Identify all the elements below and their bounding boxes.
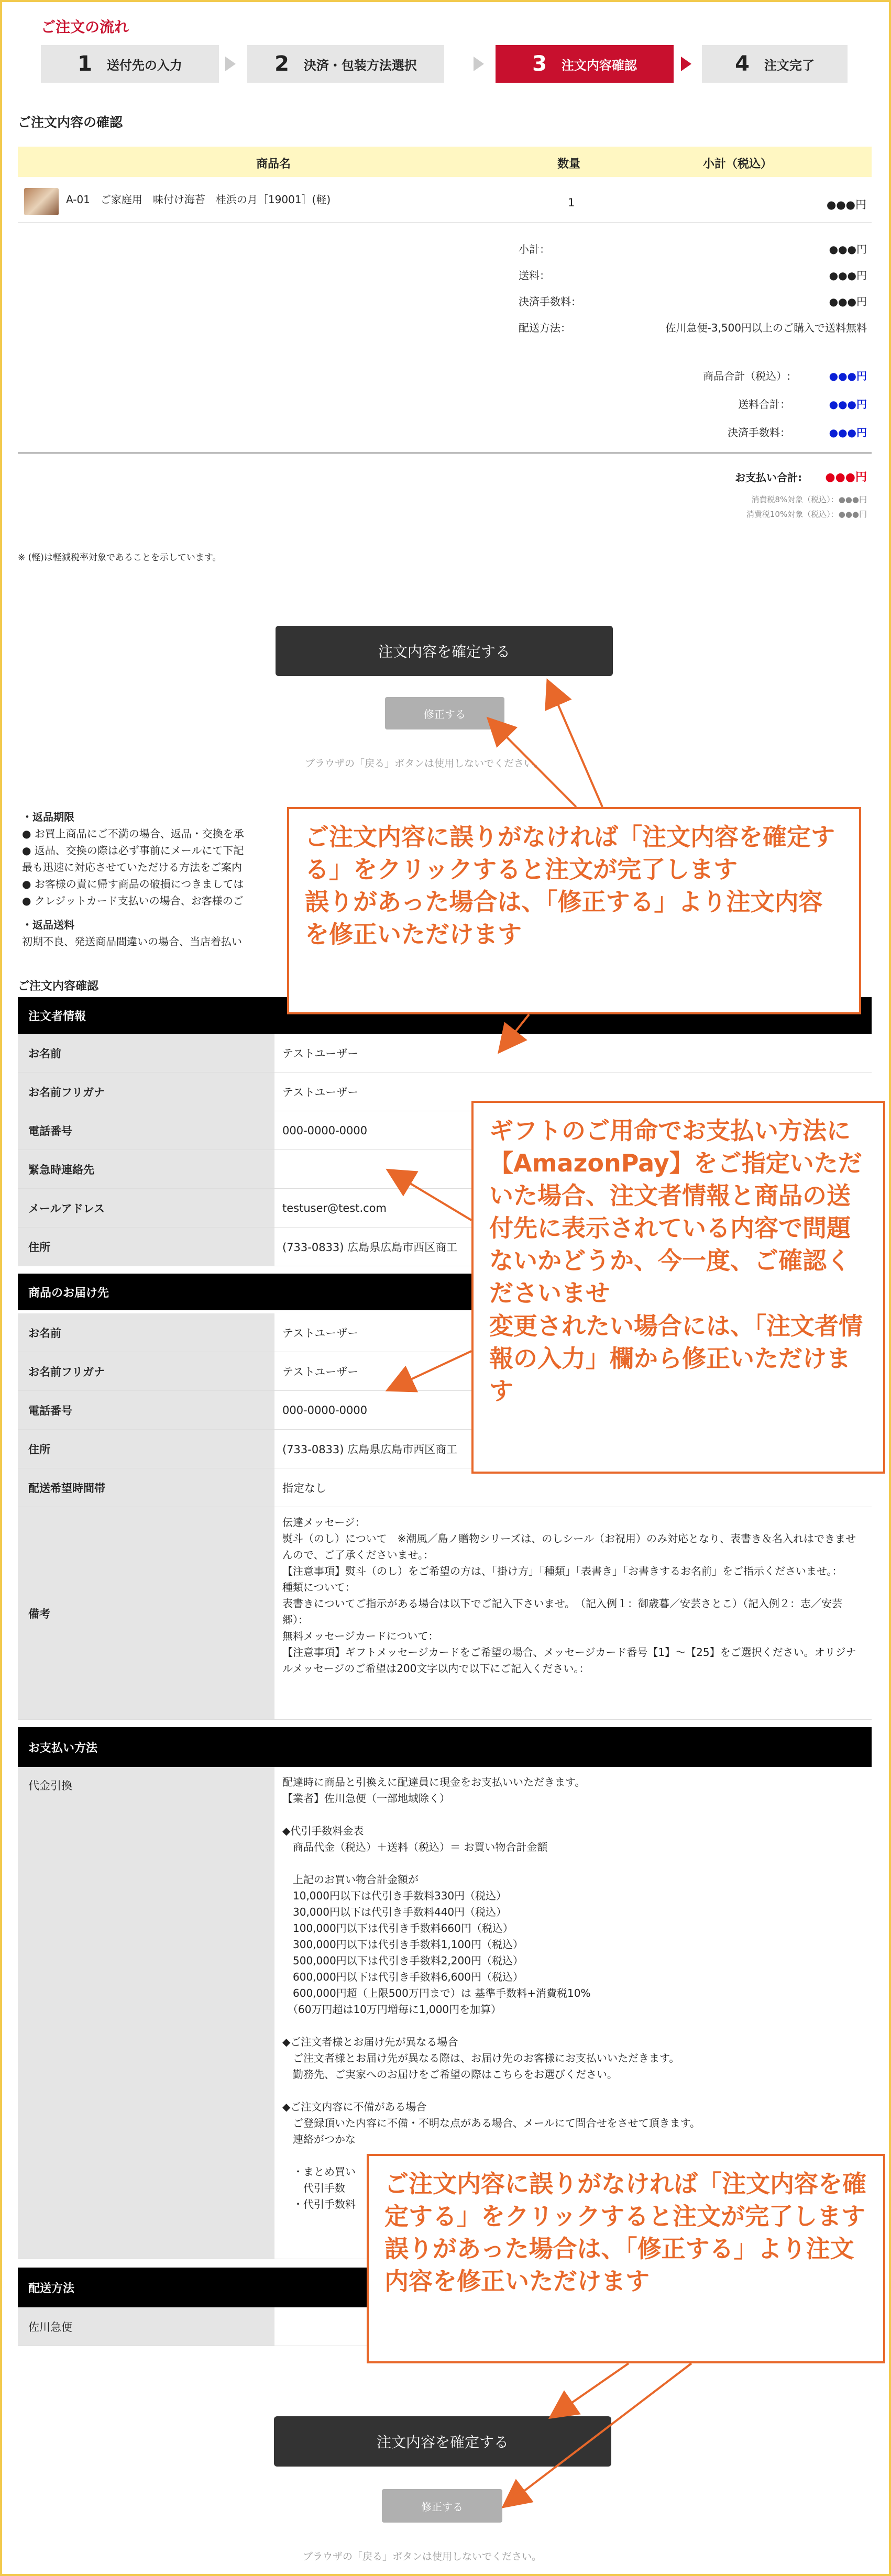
row-label: お名前 xyxy=(18,1034,274,1072)
total-label: 送料合計： xyxy=(738,398,790,411)
row-label: 緊急時連絡先 xyxy=(18,1150,274,1188)
tax-8-note: 消費税8%対象（税込）：●●●円 xyxy=(751,495,867,504)
col-subtotal: 小計（税込） xyxy=(703,158,773,171)
line-value: ●●●円 xyxy=(829,295,867,308)
returns-line: ● 返品、交換の際は必ず事前にメールにて下記 xyxy=(22,844,244,857)
total-label: 商品合計（税込）: xyxy=(703,370,790,382)
row-value: (733-0833) 広島県広島市西区商工 xyxy=(282,1241,458,1254)
row-value: 000-0000-0000 xyxy=(282,1124,368,1137)
item-price: ●●●円 xyxy=(827,198,866,211)
step-number: 2 xyxy=(274,52,289,76)
row-value: テストユーザー xyxy=(282,1047,359,1060)
line-label: 小計： xyxy=(519,243,550,256)
returns-line: ● お買上商品にご不満の場合、返品・交換を承 xyxy=(22,827,244,840)
row-value: テストユーザー xyxy=(282,1326,359,1340)
shipping-line: 初期不良、発送商品間違いの場合、当店着払い xyxy=(22,935,242,948)
browser-back-note: ブラウザの「戻る」ボタンは使用しないでください。 xyxy=(305,758,544,769)
row-value: testuser@test.com xyxy=(282,1201,387,1214)
confirm-title: ご注文内容の確認 xyxy=(18,115,123,130)
row-label: 電話番号 xyxy=(18,1111,274,1149)
orderer-info-header: 注文者情報 xyxy=(18,997,872,1034)
payment-total-label: お支払い合計: xyxy=(735,471,802,484)
step-label: 送付先の入力 xyxy=(106,58,182,73)
row-label: お名前フリガナ xyxy=(18,1073,274,1111)
row-value: (733-0833) 広島県広島市西区商工 xyxy=(282,1443,458,1456)
row-label: 佐川急便 xyxy=(18,2307,274,2346)
row-label: お名前 xyxy=(18,1313,274,1352)
fix-button[interactable]: 修正する xyxy=(385,697,504,729)
shipping-title: ・返品送料 xyxy=(22,919,74,931)
row-value: 指定なし xyxy=(282,1482,326,1495)
total-label: 決済手数料： xyxy=(728,426,790,439)
row-label: 住所 xyxy=(18,1228,274,1266)
callout-top: ご注文内容に誤りがなければ「注文内容を確定する」をクリックすると注文が完了します 誤りがあった場合は、「修正する」より注文内容を修正いただけます xyxy=(287,807,861,1014)
confirm-order-button[interactable]: 注文内容を確定する xyxy=(276,626,613,676)
reduced-tax-note: ※ (軽)は軽減税率対象であることを示しています。 xyxy=(18,552,222,563)
row-label: 配送希望時間帯 xyxy=(18,1468,274,1507)
returns-line: ● お客様の責に帰す商品の破損につきましては xyxy=(22,878,244,890)
arrow-to-confirm-bottom xyxy=(555,2363,629,2414)
returns-title: ・返品期限 xyxy=(22,811,74,823)
row-label: メールアドレス xyxy=(18,1189,274,1227)
arrow-to-orderer xyxy=(503,1014,529,1047)
row-label: 備考 xyxy=(18,1507,274,1719)
step-label: 注文完了 xyxy=(764,58,815,73)
delivery-header: 商品のお届け先 xyxy=(18,1274,872,1310)
browser-back-note: ブラウザの「戻る」ボタンは使用しないでください。 xyxy=(303,2551,542,2562)
returns-line: ● クレジットカード支払いの場合、お客様のご xyxy=(22,894,244,907)
fix-button-bottom[interactable]: 修正する xyxy=(382,2489,502,2523)
total-value: ●●●円 xyxy=(829,370,867,382)
step-number: 4 xyxy=(735,52,750,76)
payment-method-header: お支払い方法 xyxy=(18,1727,872,1767)
row-value: テストユーザー xyxy=(282,1086,359,1099)
total-value: ●●●円 xyxy=(829,398,867,411)
step-label: 決済・包装方法選択 xyxy=(303,58,417,73)
row-label: 電話番号 xyxy=(18,1391,274,1429)
confirm-order-button-bottom[interactable]: 注文内容を確定する xyxy=(274,2416,611,2467)
arrow-to-delivery xyxy=(393,1351,471,1388)
step-label: 注文内容確認 xyxy=(561,58,637,73)
line-label: 送料： xyxy=(519,269,550,282)
row-label: 住所 xyxy=(18,1430,274,1468)
arrow-to-fix xyxy=(492,723,576,807)
remarks-text: 伝達メッセージ： 熨斗（のし）について ※潮風／島ノ贈物シリーズは、のしシール（お祝用）のみ対応となり、表書き＆名入れはできませんので、ご了承くださいませ。： 【注意事項】熨斗（のし）をご希望の方は、「掛け方」「種類」「表書き」「お書きするお名前」をご指示くださいませ。： 種類について： 表書きについてご指示がある場合は以下でご記入下さいませ。 （記入例１：御歳暮／安芸さとこ）（記入例２：志／安芸郷）： 無料メッセージカードについて： 【注意事項】ギフトメッセージカードをご希望の場合、メッセージカード番号【1】～【25】をご選択ください。オリジナルメッセージのご希望は200文字以内で以下にご記入ください。： xyxy=(282,1516,856,1675)
total-value: ●●●円 xyxy=(829,426,867,439)
step-number: 3 xyxy=(532,52,547,76)
line-value: ●●●円 xyxy=(829,243,867,256)
line-value: 佐川急便-3,500円以上のご購入で送料無料 xyxy=(665,322,867,334)
line-label: 決済手数料： xyxy=(519,295,581,308)
order-details-title: ご注文内容確認 xyxy=(18,980,99,993)
item-qty: 1 xyxy=(568,196,575,209)
line-label: 配送方法： xyxy=(519,322,571,334)
col-qty: 数量 xyxy=(557,158,581,171)
callout-bottom: ご注文内容に誤りがなければ「注文内容を確定する」をクリックすると注文が完了します 誤りがあった場合は、「修正する」より注文内容を修正いただけます xyxy=(367,2154,885,2363)
item-name: A-01 ご家庭用 味付け海苔 桂浜の月［19001］(軽) xyxy=(66,193,331,206)
arrow-to-email xyxy=(393,1173,471,1220)
returns-line: 最も迅速に対応させていただける方法をご案内 xyxy=(22,861,242,874)
payment-total-value: ●●●円 xyxy=(825,471,867,484)
row-label: お名前フリガナ xyxy=(18,1352,274,1390)
row-label: 代金引換 xyxy=(18,1767,274,2259)
col-name: 商品名 xyxy=(256,158,291,171)
tax-10-note: 消費税10%対象（税込）：●●●円 xyxy=(746,510,867,519)
payment-text: 配達時に商品と引換えに配達員に現金をお支払いいただきます。 【業者】佐川急便（一部地域除く） ◆代引手数料金表 商品代金（税込）＋送料（税込）＝ お買い物合計金額 上記のお買い物合計金額が 10,000円以下は代引き手数料330円（税込） 30,000円以下は代引き手数料440円（税込） 100,000円以下は代引き手数料660円（税込） 300,000円以下は代引き手数料1,100円（税込） 500,000円以下は代引き手数料2,200円（税込） 600,000円以下は代引き手数料6,600円（税込） 600,000円超（上限500万円まで）は 基準手数料+消費税10% （60万円超は10万円増毎に1,000円を加算） ◆ご注文者様とお届け先が異なる場合 ご注文者様とお届け先が異なる際は、お届け先のお客様にお支払いいただきます。 勤務先、ご実家へのお届けをご希望の際はこちらをお選びください。 ◆ご注文内容に不備がある場合 ご登録頂いた内容に不備・不明な点がある場合、メールにて問合せをさせて頂きます。 連絡がつかな ・まとめ買い 代引手数 ・代引手数料 xyxy=(282,1776,700,2210)
flow-title: ご注文の流れ xyxy=(41,18,129,36)
shipping-method-header: 配送方法 xyxy=(18,2268,872,2307)
row-value: 000-0000-0000 xyxy=(282,1403,368,1417)
row-value: テストユーザー xyxy=(282,1365,359,1378)
line-value: ●●●円 xyxy=(829,269,867,282)
callout-middle: ギフトのご用命でお支払い方法に【AmazonPay】をご指定いただいた場合、注文者情報と商品の送付先に表示されている内容で問題ないかどうか、今一度、ご確認くださいませ 変更されたい場合には、「注文者情報の入力」欄から修正いただけます xyxy=(471,1101,885,1474)
step-number: 1 xyxy=(78,52,92,76)
